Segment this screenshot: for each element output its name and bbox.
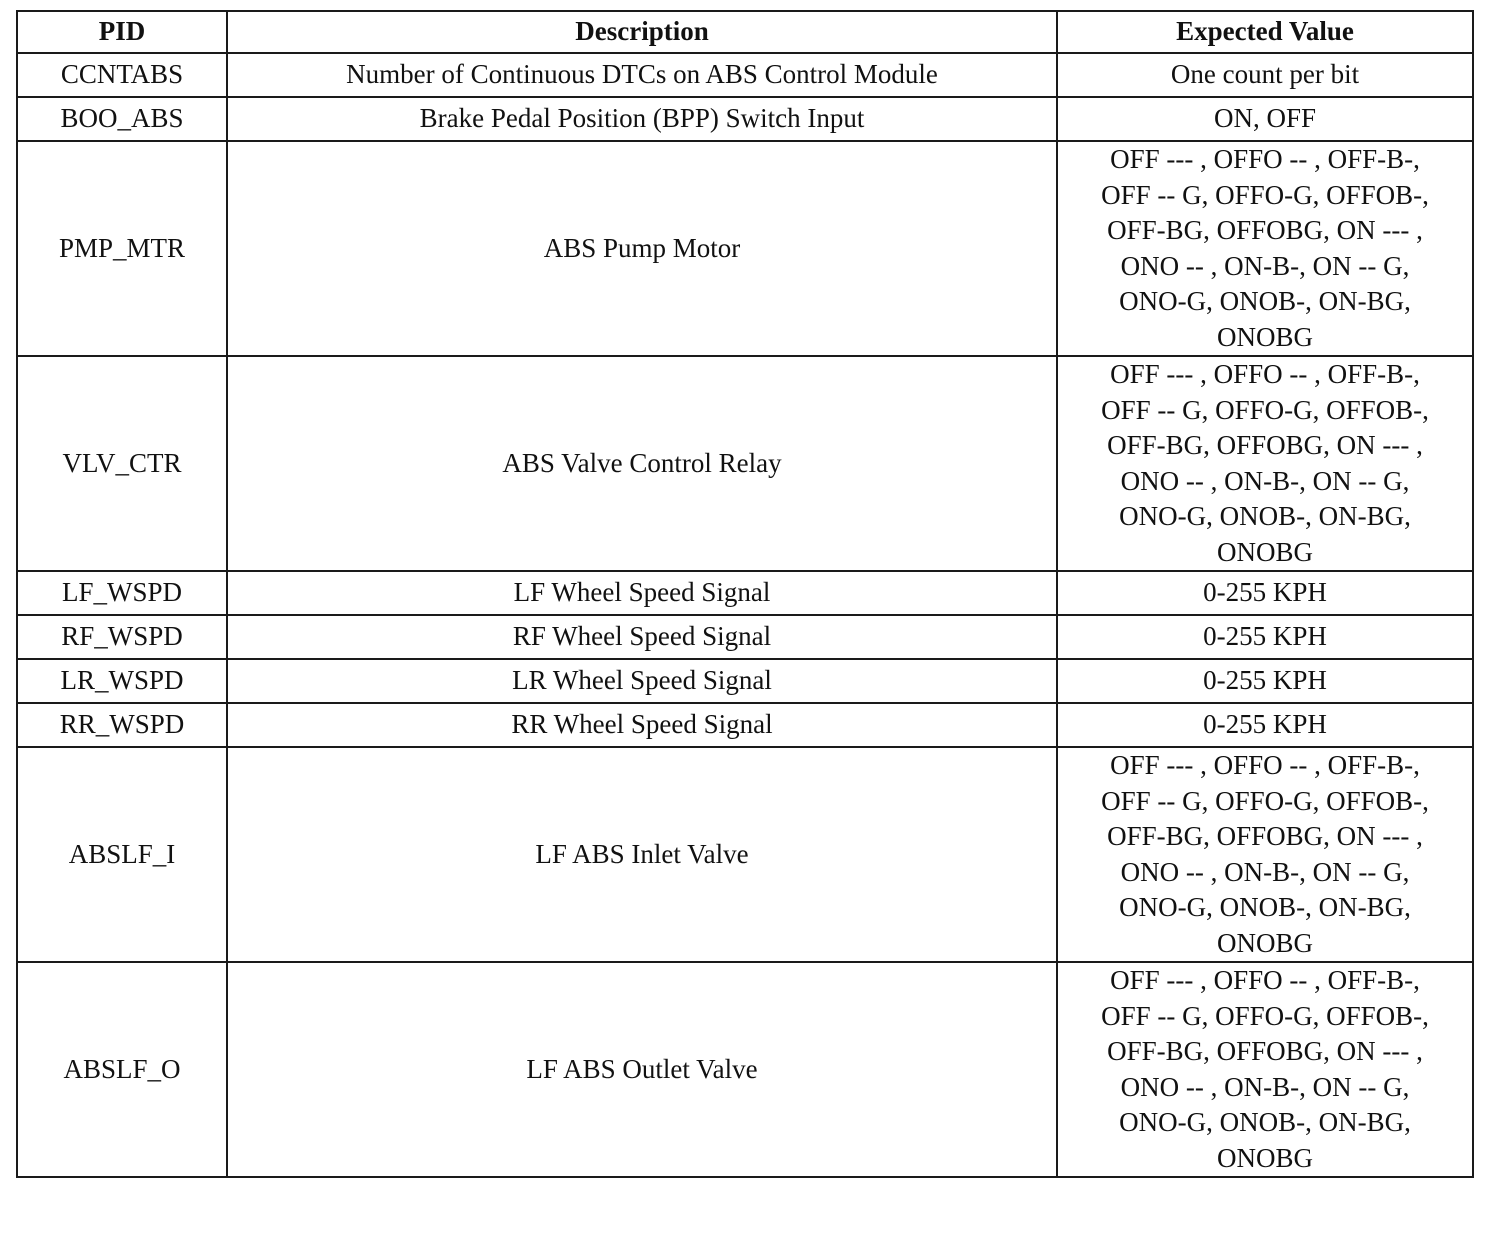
table-row xyxy=(17,53,1473,97)
table-row xyxy=(17,703,1473,747)
description-cell: Brake Pedal Position (BPP) Switch Input xyxy=(227,97,1057,141)
expected-value-cell: OFF --- , OFFO -- , OFF-B-, OFF -- G, OFFO-G, OFFOB-, OFF-BG, OFFOBG, ON --- , ONO -- , ON-B-, ON -- G, ONO-G, ONOB-, ON-BG, ONOBG xyxy=(1057,141,1473,356)
pid-cell: ABSLF_I xyxy=(17,747,227,962)
expected-value-cell: 0-255 KPH xyxy=(1057,659,1473,703)
expected-value-cell: One count per bit xyxy=(1057,53,1473,97)
pid-cell: ABSLF_O xyxy=(17,962,227,1177)
table-row xyxy=(17,571,1473,615)
pid-cell: RF_WSPD xyxy=(17,615,227,659)
description-cell: RF Wheel Speed Signal xyxy=(227,615,1057,659)
description-cell: ABS Pump Motor xyxy=(227,141,1057,356)
table-row xyxy=(17,356,1473,571)
table-row xyxy=(17,962,1473,1177)
description-cell: LF ABS Outlet Valve xyxy=(227,962,1057,1177)
table-row xyxy=(17,747,1473,962)
description-cell: LF Wheel Speed Signal xyxy=(227,571,1057,615)
expected-value-cell: OFF --- , OFFO -- , OFF-B-, OFF -- G, OFFO-G, OFFOB-, OFF-BG, OFFOBG, ON --- , ONO -- , ON-B-, ON -- G, ONO-G, ONOB-, ON-BG, ONOBG xyxy=(1057,356,1473,571)
pid-cell: VLV_CTR xyxy=(17,356,227,571)
description-cell: LR Wheel Speed Signal xyxy=(227,659,1057,703)
header-description: Description xyxy=(227,11,1057,53)
description-cell: LF ABS Inlet Valve xyxy=(227,747,1057,962)
pid-cell: RR_WSPD xyxy=(17,703,227,747)
pid-cell: LR_WSPD xyxy=(17,659,227,703)
table-row xyxy=(17,659,1473,703)
expected-value-cell: 0-255 KPH xyxy=(1057,703,1473,747)
table-body xyxy=(17,53,1473,1177)
table-row xyxy=(17,141,1473,356)
description-cell: RR Wheel Speed Signal xyxy=(227,703,1057,747)
table-header xyxy=(17,11,1473,53)
description-cell: ABS Valve Control Relay xyxy=(227,356,1057,571)
expected-value-cell: 0-255 KPH xyxy=(1057,615,1473,659)
table-row xyxy=(17,97,1473,141)
expected-value-cell: OFF --- , OFFO -- , OFF-B-, OFF -- G, OFFO-G, OFFOB-, OFF-BG, OFFOBG, ON --- , ONO -- , ON-B-, ON -- G, ONO-G, ONOB-, ON-BG, ONOBG xyxy=(1057,747,1473,962)
header-row xyxy=(17,11,1473,53)
pid-table xyxy=(16,10,1474,1178)
description-cell: Number of Continuous DTCs on ABS Control Module xyxy=(227,53,1057,97)
expected-value-cell: OFF --- , OFFO -- , OFF-B-, OFF -- G, OFFO-G, OFFOB-, OFF-BG, OFFOBG, ON --- , ONO -- , ON-B-, ON -- G, ONO-G, ONOB-, ON-BG, ONOBG xyxy=(1057,962,1473,1177)
pid-cell: LF_WSPD xyxy=(17,571,227,615)
expected-value-cell: 0-255 KPH xyxy=(1057,571,1473,615)
pid-cell: CCNTABS xyxy=(17,53,227,97)
table-row xyxy=(17,615,1473,659)
header-pid: PID xyxy=(17,11,227,53)
pid-cell: BOO_ABS xyxy=(17,97,227,141)
pid-cell: PMP_MTR xyxy=(17,141,227,356)
expected-value-cell: ON, OFF xyxy=(1057,97,1473,141)
header-expected-value: Expected Value xyxy=(1057,11,1473,53)
